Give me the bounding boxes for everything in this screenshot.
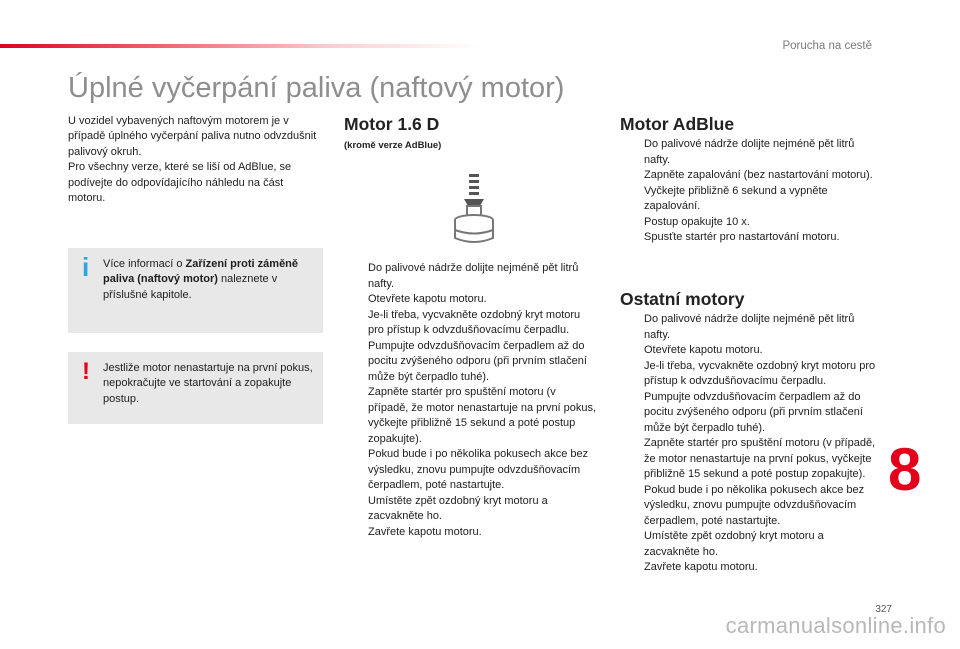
info-box — [68, 248, 323, 333]
info-text-bold: Zařízení proti záměně paliva (naftový motor) — [103, 258, 299, 286]
motor16-subtitle: (kromě verze AdBlue) — [344, 140, 442, 151]
list-item — [344, 292, 599, 308]
step-text: Zavřete kapotu motoru. — [368, 525, 482, 538]
step-text: Je-li třeba, vycvakněte ozdobný kryt motoru pro přístup k odvzdušňovacímu čerpadlu. — [368, 308, 581, 336]
list-item — [620, 390, 878, 437]
watermark: carmanualsonline.info — [725, 613, 946, 638]
list-item — [344, 447, 599, 494]
chapter-number: 8 — [888, 436, 922, 503]
step-text: Pumpujte odvzdušňovacím čerpadlem až do pocitu zvýšeného odporu (při prvním stlačení může být čerpadlo tuhé). — [368, 339, 587, 383]
step-text: Pumpujte odvzdušňovacím čerpadlem až do pocitu zvýšeného odporu (při prvním stlačení může být čerpadlo tuhé). — [644, 390, 863, 434]
step-text: Zapněte startér pro spuštění motoru (v případě, že motor nenastartuje na první pokus, vyčkejte přibližně 15 sekund a poté postup zopakujte). — [368, 386, 597, 445]
intro-paragraph: Pro všechny verze, které se liší od AdBlue, se podívejte do odpovídajícího náhledu na část motoru. — [68, 161, 292, 205]
adblue-title: Motor AdBlue — [620, 114, 735, 134]
list-item — [620, 137, 878, 168]
list-item — [344, 339, 599, 386]
step-text: Zapněte zapalování (bez nastartování motoru). — [644, 169, 873, 181]
step-text: Do palivové nádrže dolijte nejméně pět litrů nafty. — [644, 138, 855, 166]
step-text: Otevřete kapotu motoru. — [368, 293, 487, 305]
other-engines-steps — [620, 312, 878, 576]
section-label: Porucha na cestě — [782, 40, 872, 52]
intro-paragraph: U vozidel vybavených naftovým motorem je v případě úplného vyčerpání paliva nutno odvzdušnit palivový okruh. — [68, 115, 317, 158]
step-text: Zavřete kapotu motoru. — [644, 561, 758, 573]
step-text: Spusťte startér pro nastartování motoru. — [644, 231, 840, 243]
step-text: Postup opakujte 10 x. — [644, 215, 750, 228]
warning-icon: ! — [82, 358, 90, 385]
step-text: Pokud bude i po několika pokusech akce bez výsledku, znovu pumpujte odvzdušňovacím čerpadlem, poté nastartujte. — [644, 483, 865, 527]
list-item — [620, 343, 878, 359]
list-item — [620, 560, 878, 576]
info-text-part: naleznete v příslušné kapitole. — [103, 273, 278, 301]
list-item — [344, 385, 599, 447]
other-engines-title: Ostatní motory — [620, 289, 745, 309]
step-text: Otevřete kapotu motoru. — [644, 344, 763, 356]
list-item — [344, 525, 599, 541]
list-item — [620, 529, 878, 560]
list-item — [344, 494, 599, 525]
info-text — [103, 257, 313, 303]
info-text-part: Více informací o — [103, 258, 186, 270]
header-accent-bar — [0, 44, 480, 48]
step-text: Vyčkejte přibližně 6 sekund a vypněte zapalování. — [644, 184, 828, 212]
list-item — [344, 308, 599, 339]
adblue-steps — [620, 137, 878, 246]
step-text: Do palivové nádrže dolijte nejméně pět litrů nafty. — [644, 313, 855, 341]
step-text: Do palivové nádrže dolijte nejméně pět litrů nafty. — [368, 262, 579, 290]
list-item — [344, 261, 599, 292]
list-item — [620, 168, 878, 184]
step-text: Zapněte startér pro spuštění motoru (v případě, že motor nenastartuje na první pokus, vyčkejte přibližně 15 sekund a poté postup zopakujte). — [644, 437, 876, 480]
step-text: Umístěte zpět ozdobný kryt motoru a zacvakněte ho. — [644, 530, 824, 558]
warning-text: Jestliže motor nenastartuje na první pokus, nepokračujte ve startování a zopakujte postup. — [103, 362, 313, 405]
list-item — [620, 436, 878, 483]
intro-text — [68, 114, 323, 206]
step-text: Umístěte zpět ozdobný kryt motoru a zacvakněte ho. — [368, 494, 548, 522]
warning-box — [68, 352, 323, 424]
motor16-title: Motor 1.6 D — [344, 114, 440, 134]
list-item — [620, 215, 878, 231]
page-number: 327 — [875, 604, 892, 615]
list-item — [620, 359, 878, 390]
list-item — [620, 184, 878, 215]
step-text: Pokud bude i po několika pokusech akce bez výsledku, znovu pumpujte odvzdušňovacím čerpadlem, poté nastartujte. — [368, 448, 589, 491]
list-item — [620, 230, 878, 246]
step-text: Je-li třeba, vycvakněte ozdobný kryt motoru pro přístup k odvzdušňovacímu čerpadlu. — [644, 359, 876, 387]
motor16-steps — [344, 261, 599, 540]
info-icon: i — [82, 252, 90, 282]
list-item — [620, 483, 878, 530]
fuel-primer-pump-icon — [452, 172, 496, 248]
list-item — [620, 312, 878, 343]
page-title: Úplné vyčerpání paliva (naftový motor) — [68, 72, 565, 104]
